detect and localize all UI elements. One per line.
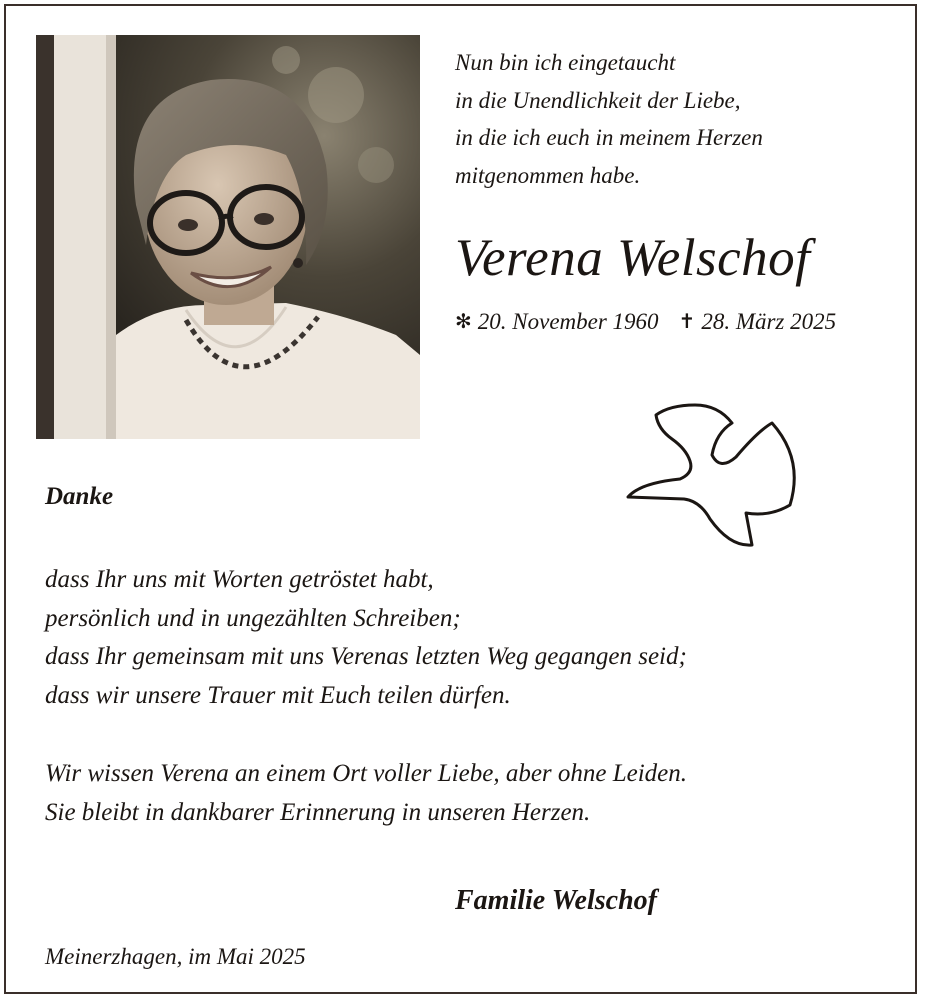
- thanks-line: dass Ihr gemeinsam mit uns Verenas letzten Weg gegangen seid;: [45, 643, 687, 670]
- portrait-photo: [36, 35, 420, 439]
- death-date: 28. März 2025: [701, 309, 837, 334]
- death-cross-icon: ✝: [678, 311, 696, 333]
- poem-line: in die Unendlichkeit der Liebe,: [455, 87, 741, 113]
- dove-icon: [620, 395, 805, 555]
- life-dates: [455, 307, 836, 337]
- thanks-line: dass Ihr uns mit Worten getröstet habt,: [45, 566, 434, 593]
- birth-star-icon: ✻: [455, 311, 472, 333]
- thanks-line: dass wir unsere Trauer mit Euch teilen dürfen.: [45, 681, 511, 709]
- birth-date: 20. November 1960: [477, 309, 659, 334]
- poem: [455, 44, 895, 194]
- thanks-paragraph-2: [45, 755, 687, 832]
- deceased-name: Verena Welschof: [455, 229, 811, 287]
- thanks-paragraph-1: [45, 561, 687, 715]
- thanks-line: Sie bleibt in dankbarer Erinnerung in unseren Herzen.: [45, 798, 591, 826]
- thanks-line: Wir wissen Verena an einem Ort voller Liebe, aber ohne Leiden.: [45, 760, 688, 787]
- poem-line: Nun bin ich eingetaucht: [455, 50, 676, 75]
- thanks-heading: Danke: [45, 483, 114, 510]
- poem-line: in die ich euch in meinem Herzen: [455, 125, 763, 150]
- place-date: Meinerzhagen, im Mai 2025: [45, 944, 306, 969]
- poem-line: mitgenommen habe.: [455, 162, 641, 188]
- family-signature: Familie Welschof: [455, 885, 657, 916]
- thanks-line: persönlich und in ungezählten Schreiben;: [45, 604, 461, 632]
